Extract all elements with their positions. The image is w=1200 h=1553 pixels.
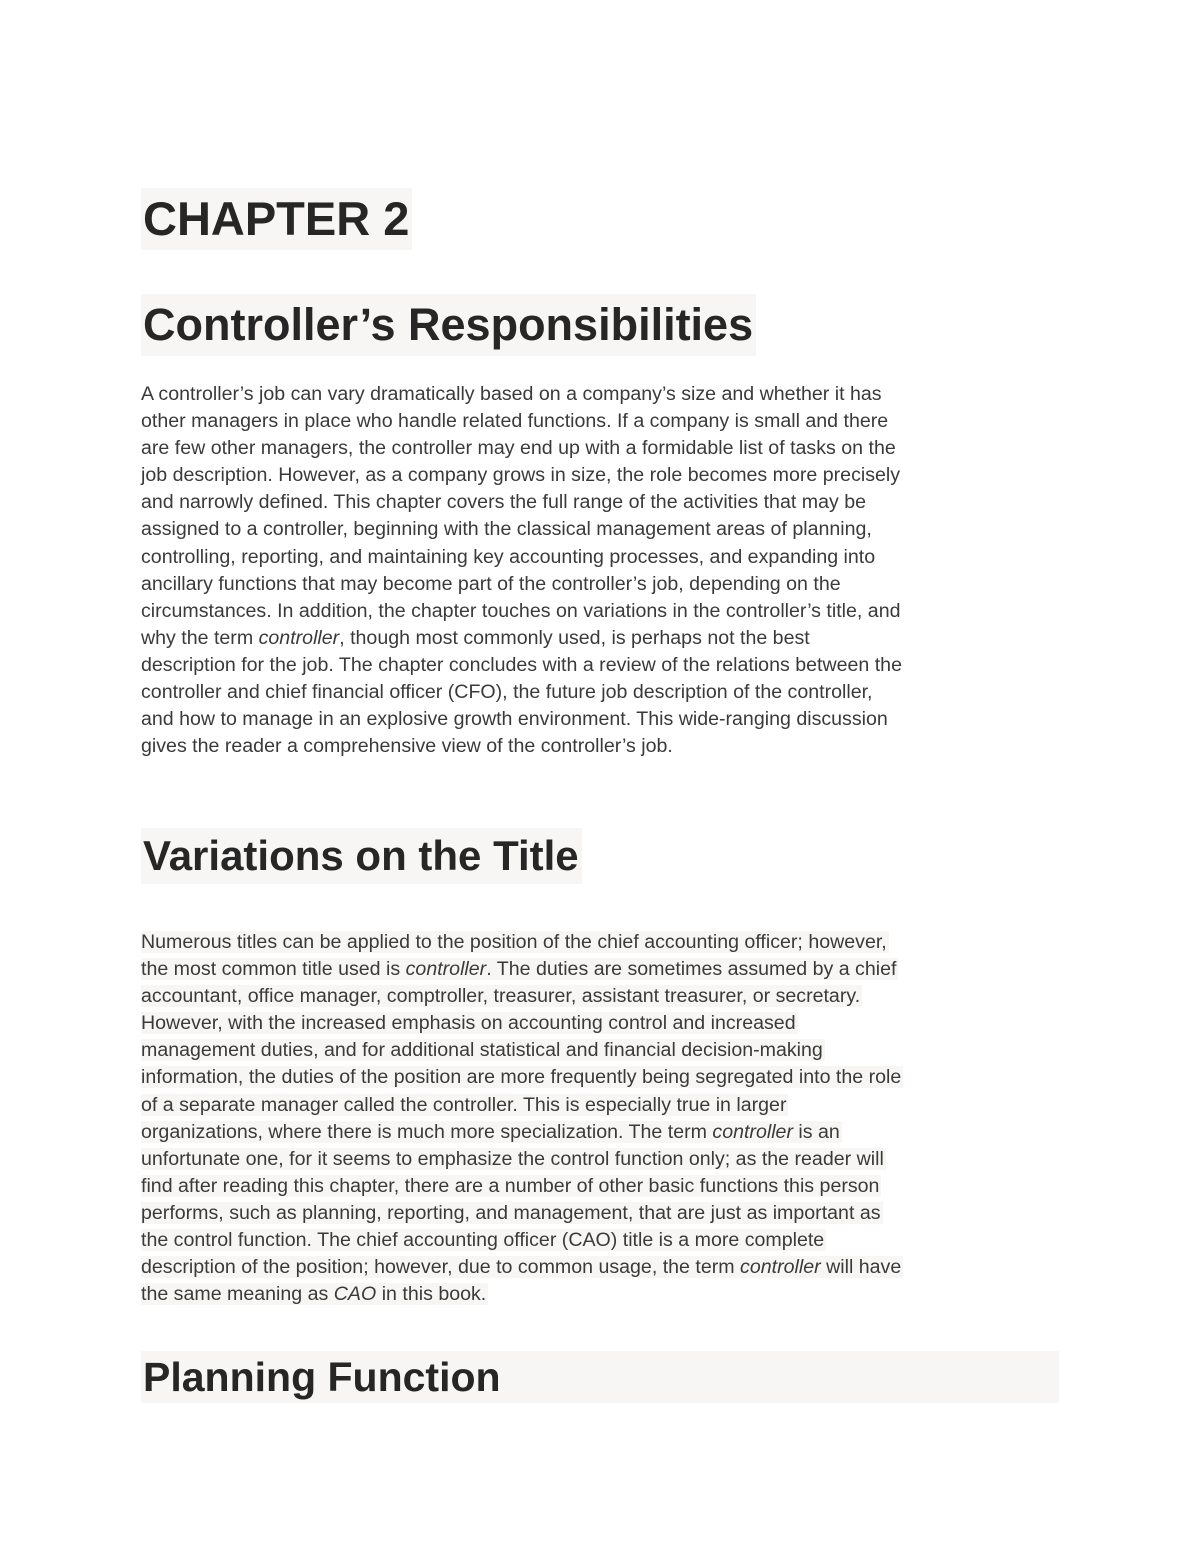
paragraph-line: controller and chief financial officer (CFO), the future job description of the controller, <box>141 681 873 704</box>
text-run <box>141 958 898 980</box>
text-run: in this book. <box>376 1283 487 1306</box>
text-run <box>141 1283 488 1305</box>
text-run: information, the duties of the position are more frequently being segregated into the role <box>141 1066 902 1089</box>
paragraph-line <box>141 1146 1063 1173</box>
text-run <box>141 1121 842 1143</box>
paragraph-line: job description. However, as a company grows in size, the role becomes more precisely <box>141 464 901 487</box>
paragraph-line: assigned to a controller, beginning with the classical management areas of planning, <box>141 518 872 541</box>
text-run: accountant, office manager, comptroller, treasurer, assistant treasurer, or secretary. <box>141 985 861 1008</box>
paragraph-line <box>141 1092 1063 1119</box>
text-run: the most common title used is <box>141 958 406 981</box>
emphasis-text: controller <box>712 1120 793 1143</box>
paragraph-line <box>141 1037 1063 1064</box>
paragraph-line <box>141 1254 1063 1281</box>
section-heading-planning: Planning Function <box>141 1351 1059 1403</box>
paragraph-line <box>141 625 1063 652</box>
text-run: is an <box>792 1120 840 1143</box>
paragraph-line <box>141 1064 1063 1091</box>
paragraph-line: gives the reader a comprehensive view of the controller’s job. <box>141 735 673 758</box>
paragraph-line: A controller’s job can vary dramatically based on a company’s size and whether it has <box>141 383 882 405</box>
paragraph-line: are few other managers, the controller may end up with a formidable list of tasks on the <box>141 437 896 460</box>
text-run <box>141 1256 903 1278</box>
intro-paragraph <box>141 381 1063 760</box>
paragraph-line: circumstances. In addition, the chapter touches on variations in the controller’s title, and <box>141 599 901 622</box>
emphasis-text: controller <box>740 1256 821 1279</box>
text-run: Numerous titles can be applied to the position of the chief accounting officer; however, <box>141 931 887 953</box>
emphasis-text: controller <box>405 958 487 981</box>
text-run: find after reading this chapter, there are a number of other basic functions this person <box>141 1174 880 1197</box>
text-run: the control function. The chief accounting officer (CAO) title is a more complete <box>141 1229 825 1252</box>
paragraph-line: other managers in place who handle related functions. If a company is small and there <box>141 410 889 433</box>
section-heading-variations: Variations on the Title <box>141 828 582 884</box>
paragraph-line <box>141 1227 1063 1254</box>
paragraph-line: description for the job. The chapter concludes with a review of the relations between the <box>141 653 902 676</box>
paragraph-line: ancillary functions that may become part of the controller’s job, depending on the <box>141 572 841 595</box>
paragraph-line <box>141 1281 1063 1308</box>
paragraph-line <box>141 1200 1063 1227</box>
text-run: organizations, where there is much more specialization. The term <box>141 1120 713 1143</box>
text-run: performs, such as planning, reporting, and management, that are just as important as <box>141 1201 881 1224</box>
paragraph-line <box>141 956 1063 983</box>
chapter-title: Controller’s Responsibilities <box>141 294 756 356</box>
paragraph-line <box>141 1173 1063 1200</box>
text-run: , though most commonly used, is perhaps not the best <box>339 626 810 649</box>
paragraph-line <box>141 1119 1063 1146</box>
text-run: the same meaning as <box>141 1283 334 1306</box>
emphasis-text: controller <box>258 626 340 649</box>
paragraph-line: and how to manage in an explosive growth environment. This wide-ranging discussion <box>141 708 888 731</box>
text-run: However, with the increased emphasis on accounting control and increased <box>141 1012 796 1035</box>
paragraph-line <box>141 929 1063 956</box>
paragraph-line: and narrowly defined. This chapter covers the full range of the activities that may be <box>141 491 866 514</box>
text-run: management duties, and for additional statistical and financial decision-making <box>141 1039 823 1062</box>
text-run: will have <box>820 1256 902 1279</box>
text-run: . The duties are sometimes assumed by a chief <box>486 958 897 981</box>
chapter-label: CHAPTER 2 <box>141 188 412 250</box>
variations-paragraph <box>141 929 1063 1308</box>
text-run: unfortunate one, for it seems to emphasize the control function only; as the reader will <box>141 1147 884 1170</box>
paragraph-line <box>141 1010 1063 1037</box>
text-run: description of the position; however, due to common usage, the term <box>141 1256 741 1279</box>
paragraph-line: controlling, reporting, and maintaining key accounting processes, and expanding into <box>141 545 876 568</box>
text-run: of a separate manager called the controller. This is especially true in larger <box>141 1093 787 1116</box>
text-run: why the term <box>141 626 259 649</box>
paragraph-line <box>141 983 1063 1010</box>
emphasis-text: CAO <box>333 1283 377 1306</box>
